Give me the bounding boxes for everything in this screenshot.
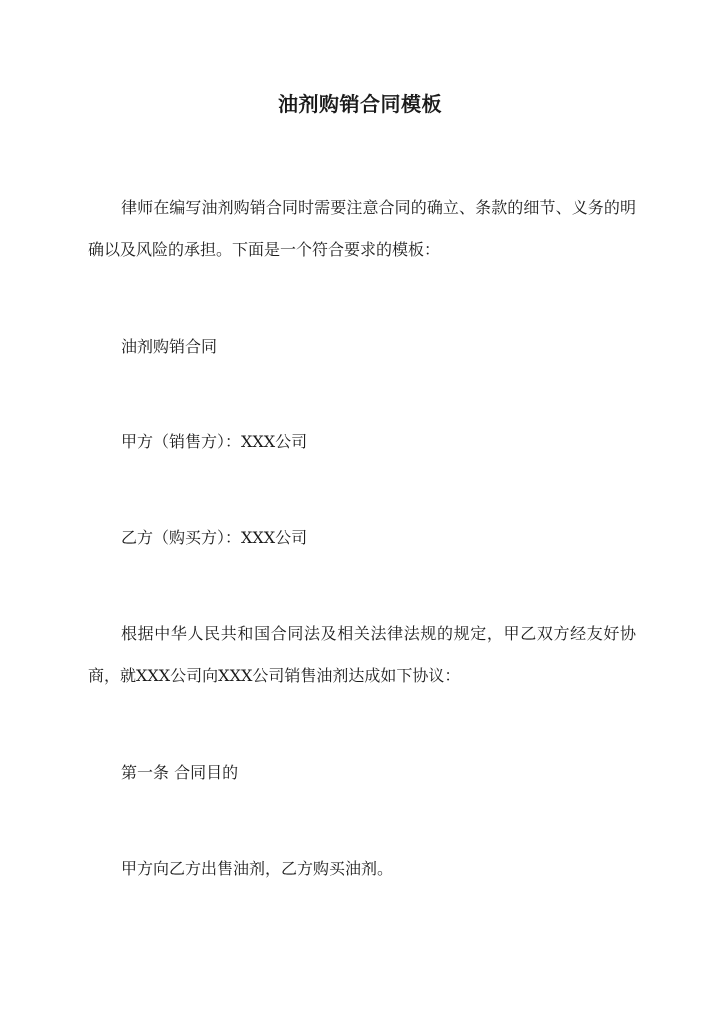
preamble-paragraph: 根据中华人民共和国合同法及相关法律法规的规定，甲乙双方经友好协商，就XXX公司向XXX公司销售油剂达成如下协议： bbox=[88, 624, 636, 685]
intro-paragraph: 律师在编写油剂购销合同时需要注意合同的确立、条款的细节、义务的明确以及风险的承担。下面是一个符合要求的模板： bbox=[88, 198, 636, 259]
party-b-line: 乙方（购买方）：XXX公司 bbox=[121, 528, 308, 547]
article-1-text: 甲方向乙方出售油剂，乙方购买油剂。 bbox=[121, 859, 394, 878]
document-title: 油剂购销合同模板 bbox=[278, 92, 442, 116]
contract-heading: 油剂购销合同 bbox=[121, 337, 218, 356]
article-1-title: 第一条 合同目的 bbox=[121, 763, 239, 782]
party-a-line: 甲方（销售方）：XXX公司 bbox=[121, 432, 308, 451]
